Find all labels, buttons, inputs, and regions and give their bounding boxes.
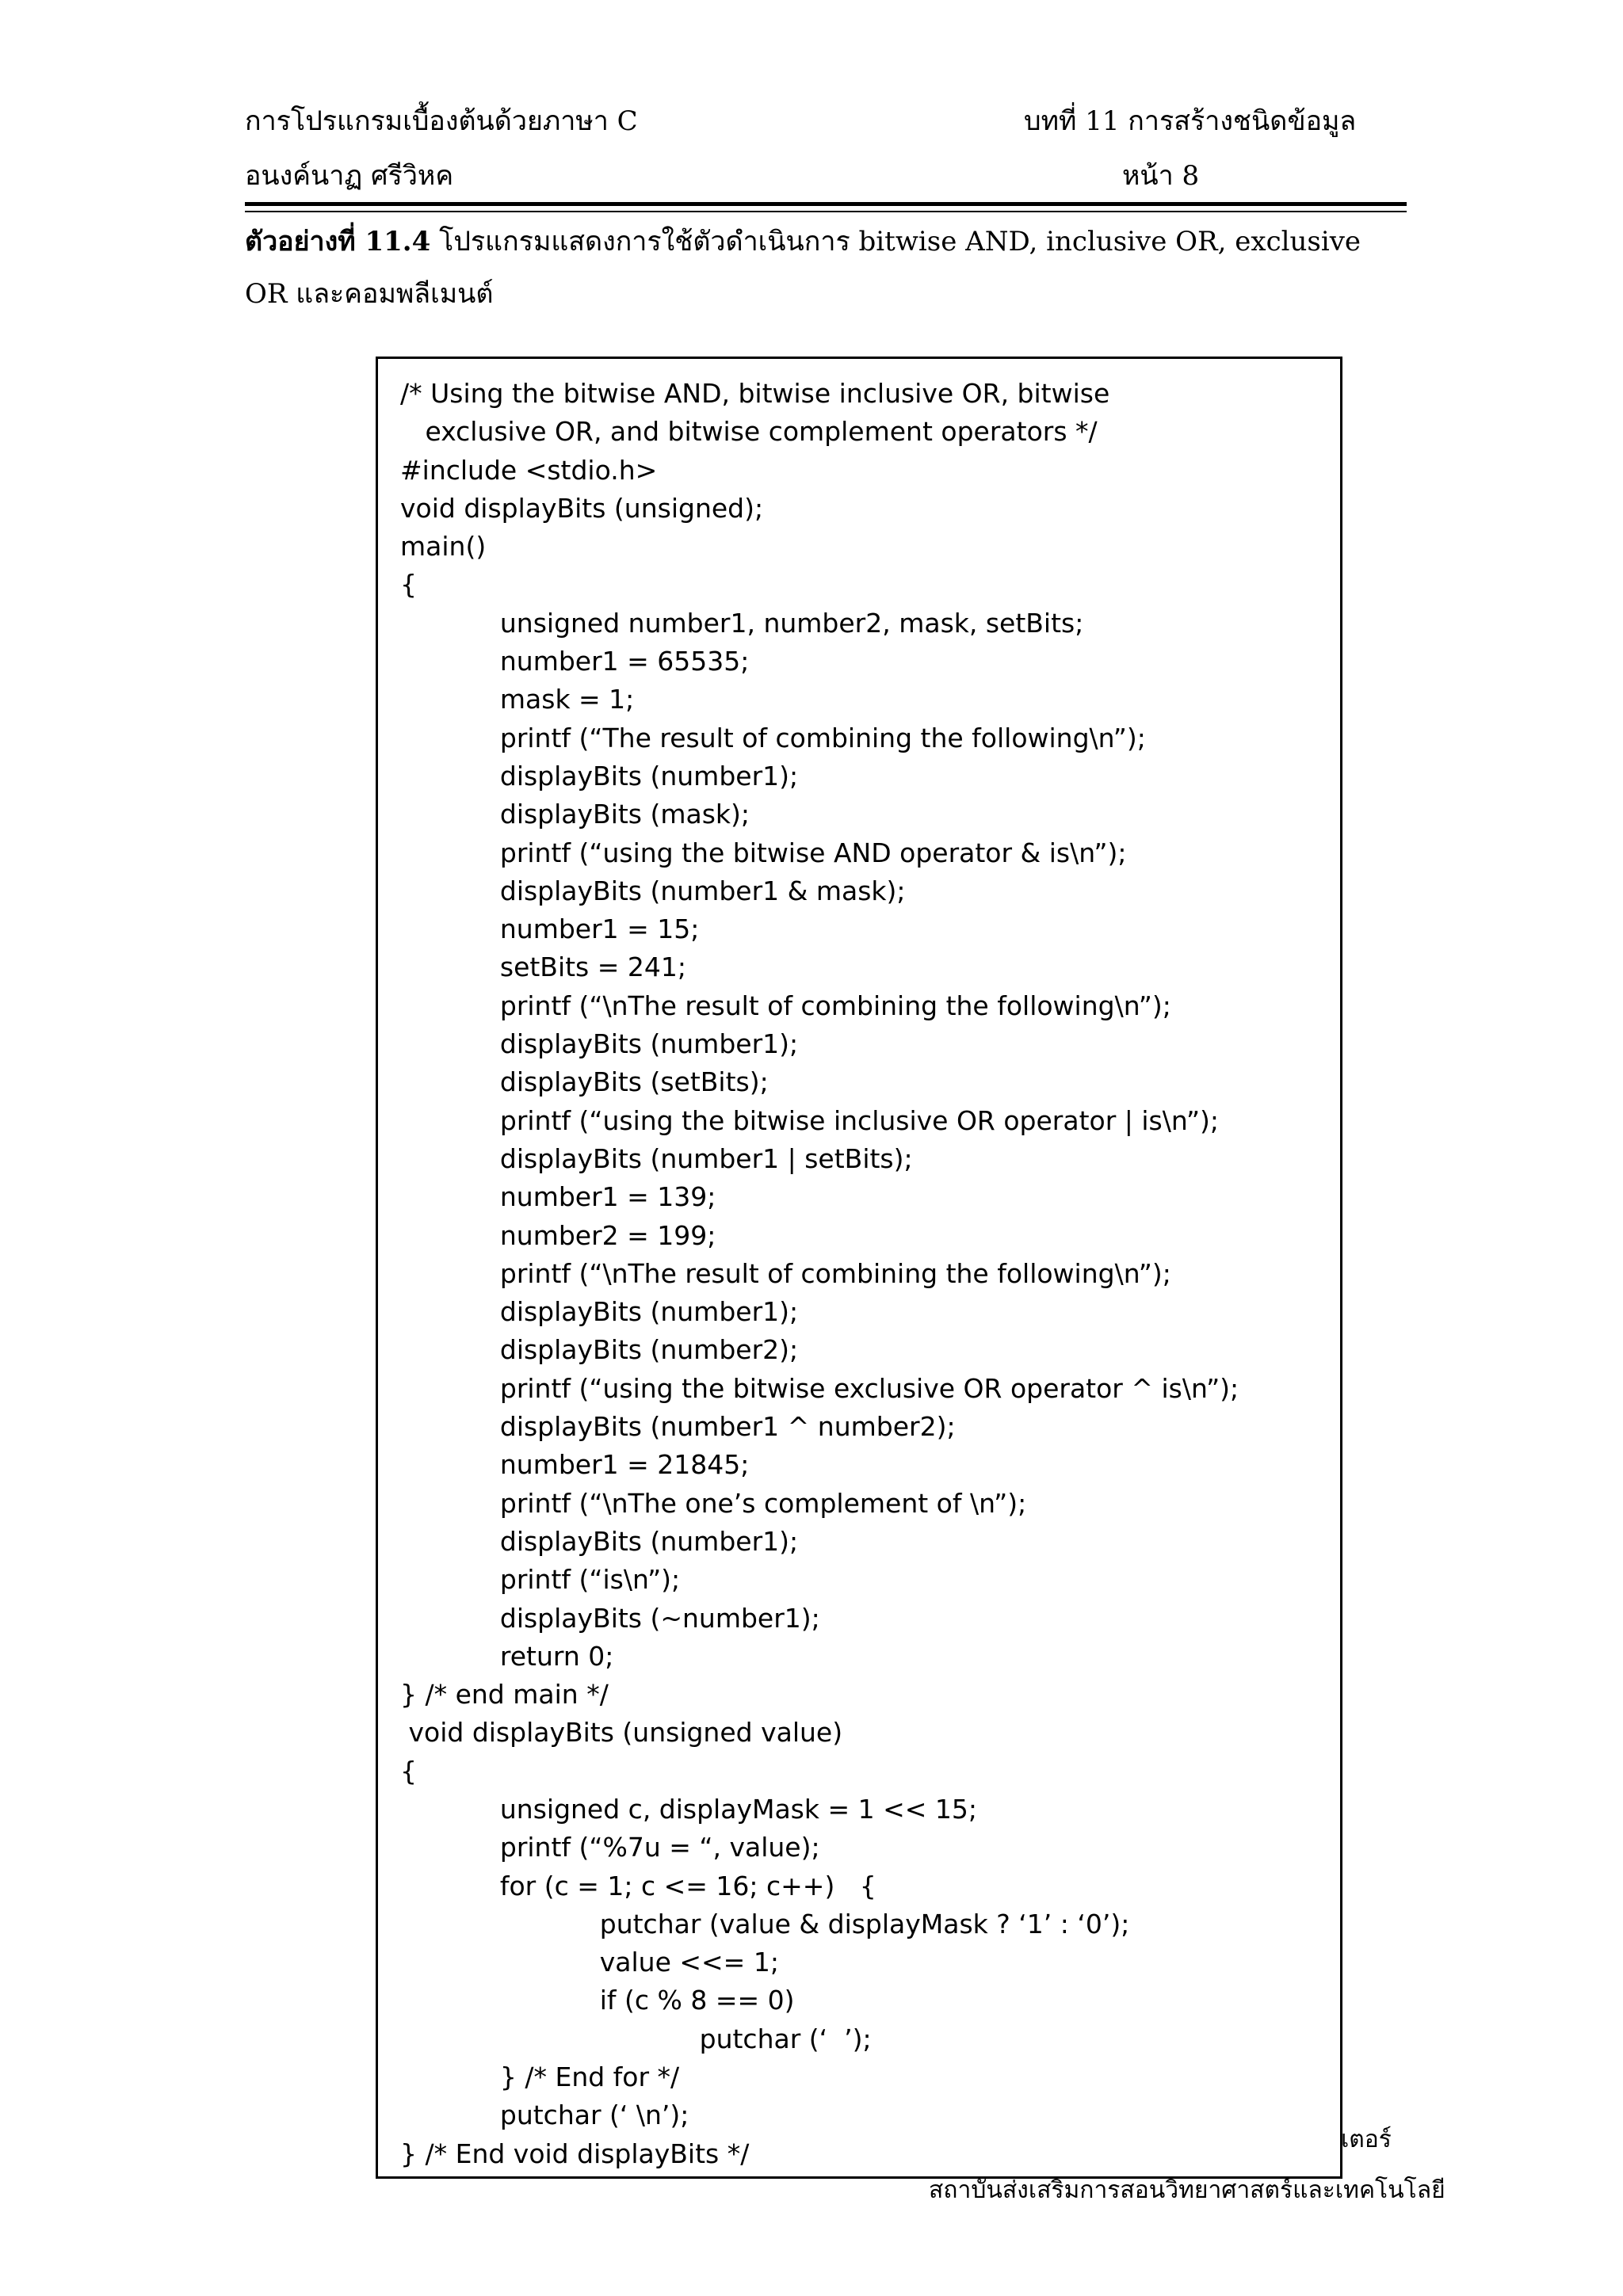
chapter-title: บทที่ 11 การสร้างชนิดข้อมูล (1024, 105, 1357, 137)
code-listing: /* Using the bitwise AND, bitwise inclusive OR, bitwise exclusive OR, and bitwise complement operators */ #include <stdio.h> void displayBits (unsigned); main() { unsigned number1, number2, mask, setBits; number1 = 65535; mask = 1; printf (“The result of combining the following\n”); displayBits (number1); displayBits (mask); printf (“using the bitwise AND operator & is\n”); displayBits (number1 & mask); number1 = 15; setBits = 241; printf (“\nThe result of combining the following\n”); displayBits (number1); displayBits (setBits); printf (“using the bitwise inclusive OR operator | is\n”); displayBits (number1 | setBits); number1 = 139; number2 = 199; printf (“\nThe result of combining the following\n”); displayBits (number1); displayBits (number2); printf (“using the bitwise exclusive OR operator ^ is\n”); displayBits (number1 ^ number2); number1 = 21845; printf (“\nThe one’s complement of \n”); displayBits (number1); printf (“is\n”); displayBits (~number1); return 0; } /* end main */ void displayBits (unsigned value) { unsigned c, displayMask = 1 << 15; printf (“%7u = “, value); for (c = 1; c <= 16; c++) { putchar (value & displayMask ? ‘1’ : ‘0’); value <<= 1; if (c % 8 == 0) putchar (‘ ’); } /* End for */ putchar (‘ \n’); } /* End void displayBits */ (400, 378, 1239, 2169)
header-rule-thin (245, 211, 1407, 212)
code-listing-box (376, 357, 1342, 2179)
example-description: โปรแกรมแสดงการใช้ตัวดำเนินการ bitwise AND, inclusive OR, exclusive OR และคอมพลีเมนต์ (245, 226, 1361, 310)
header-rule-thick (245, 202, 1407, 206)
example-label: ตัวอย่างที่ 11.4 (245, 226, 431, 257)
author-name: อนงค์นาฏ ศรีวิหค (245, 160, 454, 192)
footer-institute: สถาบันส่งเสริมการสอนวิทยาศาสตร์และเทคโนโลยี (929, 2176, 1445, 2204)
footer-text-fragment: เตอร์ (1341, 2126, 1392, 2153)
page-number: หน้า 8 (1122, 160, 1200, 192)
book-title: การโปรแกรมเบื้องต้นด้วยภาษา C (245, 105, 638, 137)
example-caption (245, 215, 1407, 320)
